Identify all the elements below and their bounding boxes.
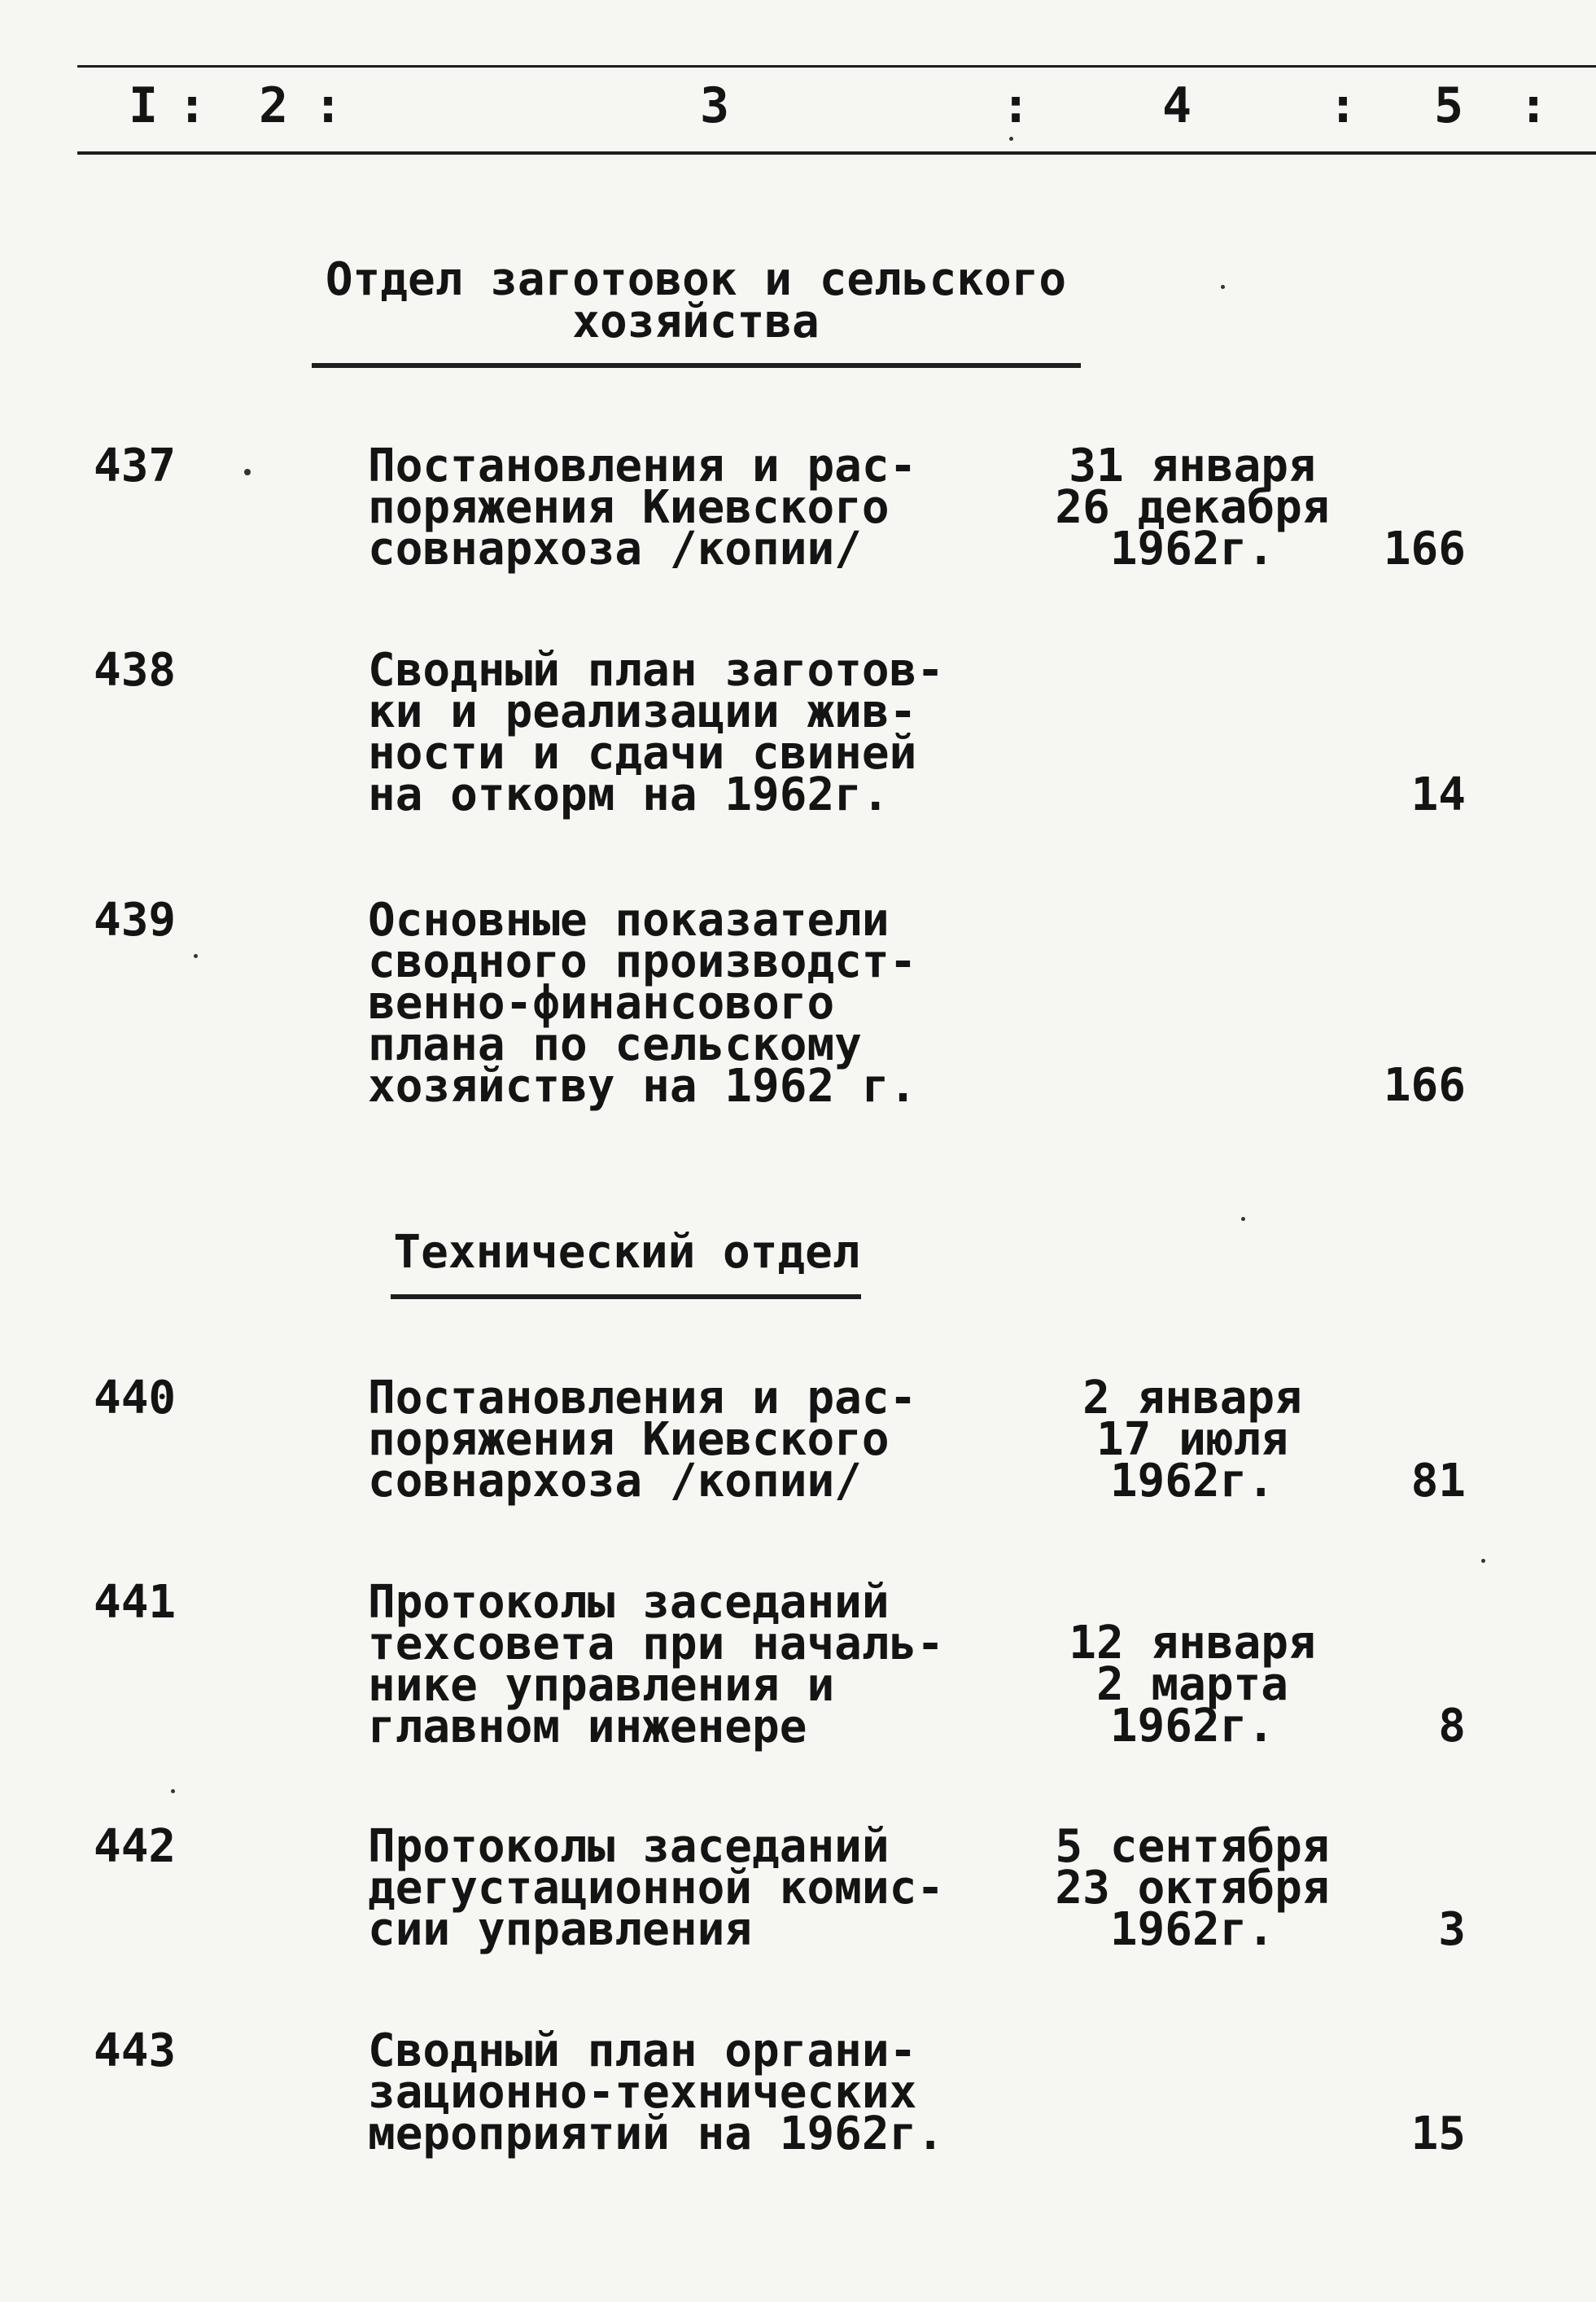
entry-dates: 12 января 2 марта 1962г. — [1069, 1617, 1316, 1753]
entry-sheet-count: 81 — [1410, 1455, 1466, 1508]
section-title: Технический отдел — [393, 1226, 860, 1279]
entry-sheet-count: 3 — [1438, 1903, 1466, 1956]
entry-number: 438 — [94, 644, 177, 697]
entry-number: 443 — [94, 2024, 177, 2077]
entry-description: Постановления и рас- поряжения Киевского совнархоза /копии/ — [368, 440, 917, 576]
header-separator: : — [177, 77, 208, 134]
header-col-4: 4 — [1162, 77, 1192, 134]
scan-speck — [1009, 137, 1013, 141]
header-separator: : — [1328, 77, 1358, 134]
entry-description: Основные показатели сводного производст- венно-финансового плана по сельскому хозяйству на 1962 г. — [368, 894, 917, 1113]
entry-sheet-count: 166 — [1383, 523, 1466, 576]
entry-dates: 2 января 17 июля 1962г. — [1082, 1372, 1302, 1508]
entry-description: Постановления и рас- поряжения Киевского совнархоза /копии/ — [368, 1372, 917, 1508]
entry-sheet-count: 14 — [1410, 768, 1466, 821]
header-col-1: I — [129, 77, 159, 134]
entry-sheet-count: 8 — [1438, 1700, 1466, 1753]
header-bottom-rule — [77, 151, 1596, 155]
header-separator: : — [1519, 77, 1549, 134]
scan-speck — [244, 469, 251, 475]
entry-sheet-count: 15 — [1410, 2107, 1466, 2160]
entry-dates: 31 января 26 декабря 1962г. — [1055, 440, 1330, 576]
header-col-2: 2 — [259, 77, 289, 134]
header-col-5: 5 — [1434, 77, 1464, 134]
header-separator: : — [1001, 77, 1031, 134]
entry-number: 442 — [94, 1820, 177, 1873]
entry-description: Протоколы заседаний техсовета при началь- нике управления и главном инженере — [368, 1576, 945, 1753]
scan-speck — [1481, 1559, 1485, 1563]
entry-sheet-count: 166 — [1383, 1059, 1466, 1112]
scan-speck — [1241, 1217, 1245, 1221]
entry-description: Сводный план органи- зационно-технических мероприятий на 1962г. — [368, 2024, 945, 2160]
entry-number: 437 — [94, 440, 177, 492]
entry-dates: 5 сентября 23 октября 1962г. — [1055, 1820, 1330, 1956]
entry-description: Сводный план заготов- ки и реализации жив- ности и сдачи свиней на откорм на 1962г. — [368, 644, 945, 821]
entry-number: 441 — [94, 1576, 177, 1629]
entry-description: Протоколы заседаний дегустационной комис- сии управления — [368, 1820, 945, 1956]
scan-speck — [171, 1789, 175, 1793]
header-separator: : — [313, 77, 343, 134]
scan-speck — [1221, 285, 1225, 289]
entry-number: 439 — [94, 894, 177, 947]
section-title: Отдел заготовок и сельского хозяйства — [325, 253, 1067, 348]
header-col-3: 3 — [700, 77, 730, 134]
section-title-underline — [391, 1294, 861, 1299]
entry-number: 440 — [94, 1372, 177, 1425]
section-title-underline — [312, 363, 1081, 368]
scan-speck — [194, 954, 198, 958]
header-top-rule — [77, 65, 1596, 68]
